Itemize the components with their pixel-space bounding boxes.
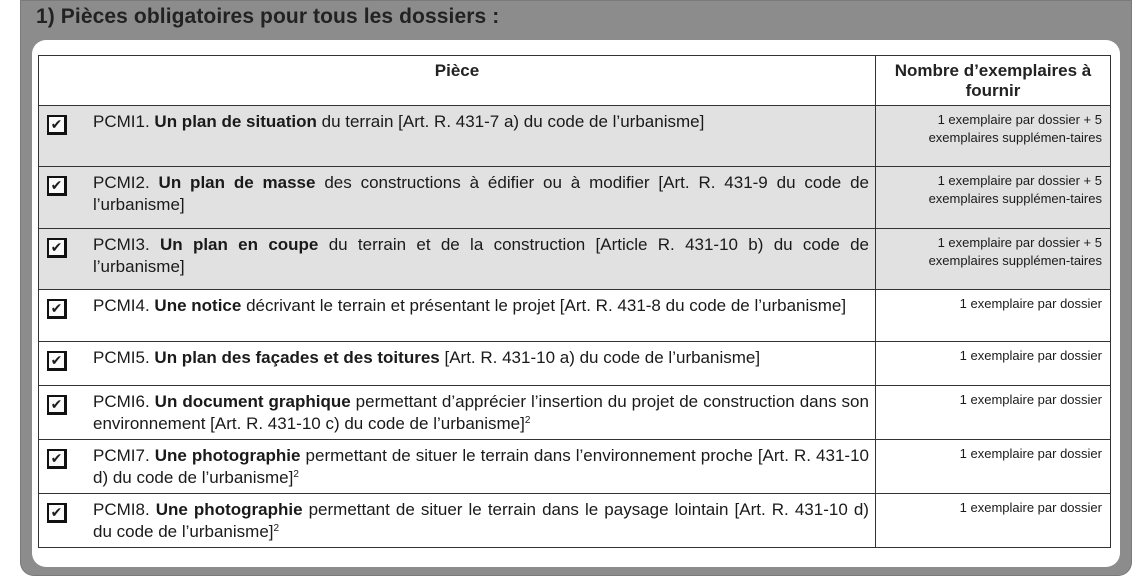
piece-reference: du terrain et de la construction [Article R. 431-10 b) du code de l’urbanisme] <box>93 235 869 276</box>
piece-description <box>93 172 869 216</box>
piece-name: Un plan des façades et des toitures <box>154 348 440 367</box>
piece-item <box>47 445 869 489</box>
piece-reference: permettant d’apprécier l’insertion du projet de construction dans son environnement [Art. R. 431-10 c) du code de l’urbanisme] <box>93 392 869 433</box>
copies-count: 1 exemplaire par dossier + 5 exemplaires supplémen-taires <box>876 229 1111 290</box>
piece-name: Un plan de masse <box>158 173 316 192</box>
table-row <box>39 290 1111 342</box>
piece-cell <box>39 290 876 342</box>
piece-cell <box>39 494 876 548</box>
piece-name: Un plan de situation <box>154 112 317 131</box>
copies-count: 1 exemplaire par dossier + 5 exemplaires supplémen-taires <box>876 106 1111 167</box>
table-row <box>39 106 1111 167</box>
header-count: Nombre d’exemplaires à fournir <box>876 56 1111 106</box>
piece-cell <box>39 440 876 494</box>
piece-reference: du terrain [Art. R. 431-7 a) du code de l’urbanisme] <box>321 112 705 131</box>
footnote-marker: 2 <box>293 469 299 480</box>
copies-count: 1 exemplaire par dossier <box>876 290 1111 342</box>
piece-description <box>93 347 869 369</box>
piece-code: PCMI7. <box>93 446 150 465</box>
piece-description <box>93 391 869 435</box>
table-row <box>39 229 1111 290</box>
pieces-table <box>38 55 1111 548</box>
piece-item <box>47 111 869 135</box>
piece-description <box>93 234 869 278</box>
piece-item <box>47 234 869 278</box>
copies-count: 1 exemplaire par dossier <box>876 494 1111 548</box>
piece-code: PCMI6. <box>93 392 150 411</box>
copies-count: 1 exemplaire par dossier <box>876 440 1111 494</box>
piece-name: Une photographie <box>154 446 301 465</box>
piece-item <box>47 391 869 435</box>
piece-reference: permettant de situer le terrain dans le paysage lointain [Art. R. 431-10 d) du code de l’urbanisme] <box>93 500 869 541</box>
piece-reference: décrivant le terrain et présentant le projet [Art. R. 431-8 du code de l’urbanisme] <box>246 296 847 315</box>
table-row <box>39 386 1111 440</box>
header-piece: Pièce <box>39 56 876 106</box>
piece-reference: permettant de situer le terrain dans l’environnement proche [Art. R. 431-10 d) du code de l’urbanisme] <box>93 446 869 487</box>
piece-code: PCMI4. <box>93 296 150 315</box>
piece-name: Un plan en coupe <box>159 235 319 254</box>
copies-count: 1 exemplaire par dossier <box>876 386 1111 440</box>
piece-cell <box>39 342 876 386</box>
footnote-marker: 2 <box>524 415 531 426</box>
piece-cell <box>39 386 876 440</box>
piece-description <box>93 295 869 317</box>
checkbox-checked-icon[interactable]: ✔ <box>47 351 67 371</box>
checkbox-checked-icon[interactable]: ✔ <box>47 115 67 135</box>
piece-reference: [Art. R. 431-10 a) du code de l’urbanisme] <box>444 348 761 367</box>
table-row <box>39 440 1111 494</box>
table-row <box>39 342 1111 386</box>
checkbox-checked-icon[interactable]: ✔ <box>47 176 67 196</box>
piece-cell <box>39 229 876 290</box>
table-row <box>39 167 1111 229</box>
piece-cell <box>39 167 876 229</box>
piece-code: PCMI2. <box>93 173 150 192</box>
copies-count: 1 exemplaire par dossier <box>876 342 1111 386</box>
piece-reference: des constructions à édifier ou à modifier [Art. R. 431-9 du code de l’urbanisme] <box>93 173 869 214</box>
piece-code: PCMI8. <box>93 500 150 519</box>
piece-item <box>47 172 869 216</box>
copies-count: 1 exemplaire par dossier + 5 exemplaires supplémen-taires <box>876 167 1111 229</box>
table-header-row <box>39 56 1111 106</box>
piece-description <box>93 445 869 489</box>
piece-name: Une photographie <box>155 500 303 519</box>
footnote-marker: 2 <box>273 523 280 534</box>
piece-name: Un document graphique <box>154 392 351 411</box>
checkbox-checked-icon[interactable]: ✔ <box>47 238 67 258</box>
checkbox-checked-icon[interactable]: ✔ <box>47 449 67 469</box>
piece-code: PCMI5. <box>93 348 150 367</box>
checkbox-checked-icon[interactable]: ✔ <box>47 299 67 319</box>
piece-description <box>93 111 869 133</box>
piece-item <box>47 499 869 543</box>
table-row <box>39 494 1111 548</box>
piece-code: PCMI1. <box>93 112 150 131</box>
section-title: 1) Pièces obligatoires pour tous les dossiers : <box>36 5 500 28</box>
piece-item <box>47 295 869 319</box>
piece-code: PCMI3. <box>93 235 150 254</box>
piece-item <box>47 347 869 371</box>
piece-description <box>93 499 869 543</box>
checkbox-checked-icon[interactable]: ✔ <box>47 395 67 415</box>
checkbox-checked-icon[interactable]: ✔ <box>47 503 67 523</box>
piece-cell <box>39 106 876 167</box>
piece-name: Une notice <box>154 296 242 315</box>
